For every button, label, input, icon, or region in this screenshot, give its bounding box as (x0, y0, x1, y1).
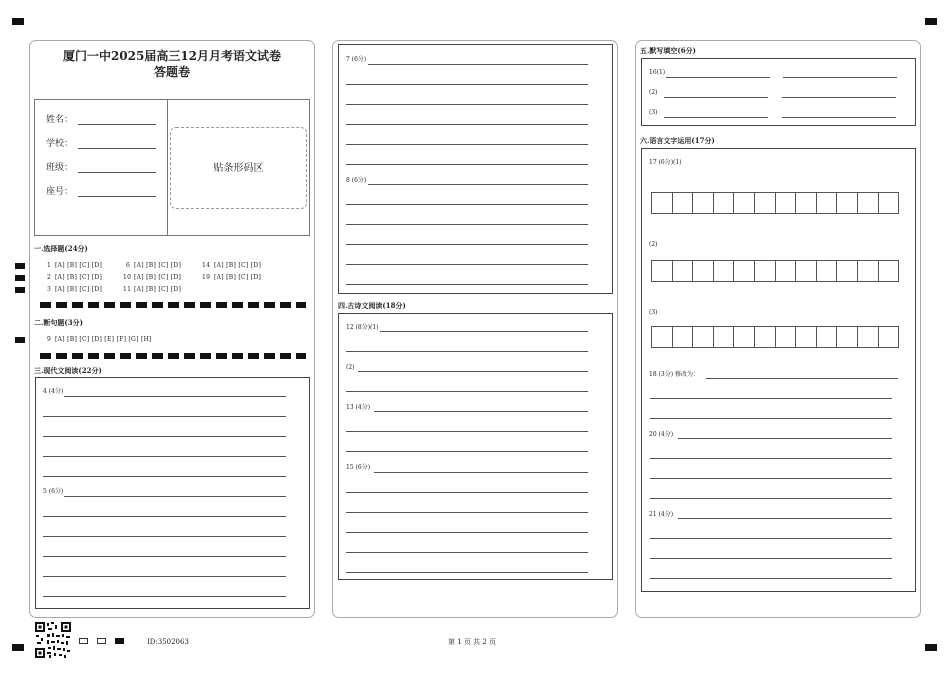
answer-line[interactable] (346, 532, 588, 533)
answer-line[interactable] (650, 398, 892, 399)
qr-code (35, 622, 71, 658)
answer-line[interactable] (678, 438, 892, 439)
school-field[interactable] (78, 148, 156, 149)
answer-line[interactable] (346, 431, 588, 432)
section-modern-title: 三.现代文阅读(22分) (34, 366, 102, 375)
section-breaking-title: 二.断句题(3分) (34, 318, 83, 327)
row-mark (15, 337, 25, 343)
choice-number: 14 (202, 262, 211, 269)
answer-line[interactable] (43, 536, 286, 537)
answer-line[interactable] (358, 371, 588, 372)
char-grid[interactable] (651, 192, 898, 214)
q12b-label: (2) (346, 364, 355, 371)
answer-line[interactable] (346, 244, 588, 245)
choice-options[interactable]: [A] [B] [C] [D] (134, 262, 182, 269)
choice-options[interactable]: [A] [B] [C] [D] (134, 274, 182, 281)
choice-options[interactable]: [A] [B] [C] [D] (214, 274, 262, 281)
answer-line[interactable] (346, 451, 588, 452)
answer-line[interactable] (678, 518, 892, 519)
answer-line[interactable] (43, 516, 286, 517)
answer-line[interactable] (650, 478, 892, 479)
separator-dashes (40, 302, 306, 308)
q18-label: 18 (3分) 修改为： (649, 371, 699, 378)
answer-line[interactable] (782, 97, 896, 98)
breaking-number: 9 (47, 336, 52, 343)
q16-1-label: 16(1) (649, 69, 666, 76)
answer-line[interactable] (368, 64, 588, 65)
choice-number: 2 (47, 274, 52, 281)
answer-line[interactable] (368, 184, 588, 185)
section-choice-title: 一.选择题(24分) (34, 244, 88, 253)
row-mark (15, 263, 25, 269)
answer-line[interactable] (706, 378, 898, 379)
status-box (79, 638, 88, 644)
status-box (97, 638, 106, 644)
choice-options[interactable]: [A] [B] [C] [D] (214, 262, 262, 269)
answer-line[interactable] (666, 77, 770, 78)
answer-line[interactable] (650, 458, 892, 459)
q17-2-label: (2) (649, 241, 658, 248)
section-dictation-title: 五.默写填空(6分) (640, 46, 696, 55)
school-label: 学校： (46, 139, 74, 149)
answer-line[interactable] (346, 144, 588, 145)
breaking-options[interactable]: [A] [B] [C] [D] [E] [F] [G] [H] (55, 336, 152, 343)
answer-line[interactable] (346, 351, 588, 352)
choice-number: 10 (123, 274, 132, 281)
answer-line[interactable] (43, 456, 286, 457)
answer-line[interactable] (346, 204, 588, 205)
seat-field[interactable] (78, 196, 156, 197)
name-field[interactable] (78, 124, 156, 125)
answer-line[interactable] (346, 391, 588, 392)
status-box-filled (115, 638, 124, 644)
answer-line[interactable] (650, 418, 892, 419)
q21-label: 21 (4分) (649, 511, 674, 518)
exam-id: ID:3502063 (147, 638, 189, 646)
q20-label: 20 (4分) (649, 431, 674, 438)
q4-label: 4 (4分) (43, 388, 64, 395)
choice-options[interactable]: [A] [B] [C] [D] (134, 286, 182, 293)
answer-line[interactable] (664, 117, 768, 118)
answer-line[interactable] (346, 572, 588, 573)
info-divider (167, 99, 168, 236)
q15-label: 15 (6分) (346, 464, 371, 471)
answer-line[interactable] (380, 331, 588, 332)
class-field[interactable] (78, 172, 156, 173)
answer-line[interactable] (346, 492, 588, 493)
answer-line[interactable] (346, 552, 588, 553)
answer-line[interactable] (650, 558, 892, 559)
choice-options[interactable]: [A] [B] [C] [D] (55, 262, 103, 269)
q13-label: 13 (4分) (346, 404, 371, 411)
answer-line[interactable] (346, 124, 588, 125)
answer-line[interactable] (43, 416, 286, 417)
q7-q8-box (338, 44, 613, 294)
char-grid[interactable] (651, 326, 898, 348)
choice-number: 19 (202, 274, 211, 281)
q16-2-label: (2) (649, 89, 658, 96)
answer-line[interactable] (64, 496, 286, 497)
answer-line[interactable] (346, 224, 588, 225)
separator-dashes (40, 353, 306, 359)
answer-line[interactable] (374, 411, 588, 412)
answer-line[interactable] (43, 476, 286, 477)
answer-line[interactable] (346, 84, 588, 85)
char-grid[interactable] (651, 260, 898, 282)
q8-label: 8 (6分) (346, 177, 367, 184)
answer-line[interactable] (64, 396, 286, 397)
choice-options[interactable]: [A] [B] [C] [D] (55, 274, 103, 281)
registration-mark (925, 644, 937, 651)
answer-line[interactable] (43, 576, 286, 577)
registration-mark (12, 18, 24, 25)
q17-1-label: 17 (6分)(1) (649, 159, 682, 166)
answer-line[interactable] (346, 104, 588, 105)
barcode-label: 贴条形码区 (213, 163, 264, 174)
exam-title: 厦门一中2025届高三12月月考语文试卷 (62, 49, 282, 63)
q12-label: 12 (8分)(1) (346, 324, 379, 331)
section-language-title: 六.语言文字运用(17分) (640, 136, 715, 145)
choice-number: 1 (47, 262, 52, 269)
q17-3-label: (3) (649, 309, 658, 316)
choice-options[interactable]: [A] [B] [C] [D] (55, 286, 103, 293)
class-label: 班级： (46, 163, 74, 173)
q5-label: 5 (6分) (43, 488, 64, 495)
q7-label: 7 (6分) (346, 56, 367, 63)
seat-label: 座号： (46, 187, 74, 197)
poetry-box (338, 313, 613, 580)
modern-reading-box (35, 377, 310, 609)
registration-mark (925, 18, 937, 25)
dictation-box (641, 58, 916, 126)
answer-line[interactable] (346, 164, 588, 165)
row-mark (15, 287, 25, 293)
answer-line[interactable] (374, 472, 588, 473)
section-poetry-title: 四.古诗文阅读(18分) (338, 301, 406, 310)
language-box (641, 148, 916, 592)
choice-number: 3 (47, 286, 52, 293)
name-label: 姓名： (46, 115, 74, 125)
answer-line[interactable] (43, 436, 286, 437)
choice-number: 11 (123, 286, 132, 293)
answer-line[interactable] (650, 538, 892, 539)
answer-line[interactable] (346, 264, 588, 265)
answer-line[interactable] (783, 77, 897, 78)
exam-subtitle: 答题卷 (153, 65, 190, 79)
registration-mark (12, 644, 24, 651)
page-number: 第 1 页 共 2 页 (448, 638, 497, 646)
q16-3-label: (3) (649, 109, 658, 116)
answer-line[interactable] (43, 556, 286, 557)
answer-line[interactable] (664, 97, 768, 98)
answer-line[interactable] (346, 512, 588, 513)
answer-line[interactable] (346, 284, 588, 285)
answer-line[interactable] (650, 578, 892, 579)
answer-line[interactable] (782, 117, 896, 118)
answer-line[interactable] (43, 596, 286, 597)
row-mark (15, 275, 25, 281)
answer-line[interactable] (650, 498, 892, 499)
choice-number: 6 (126, 262, 131, 269)
